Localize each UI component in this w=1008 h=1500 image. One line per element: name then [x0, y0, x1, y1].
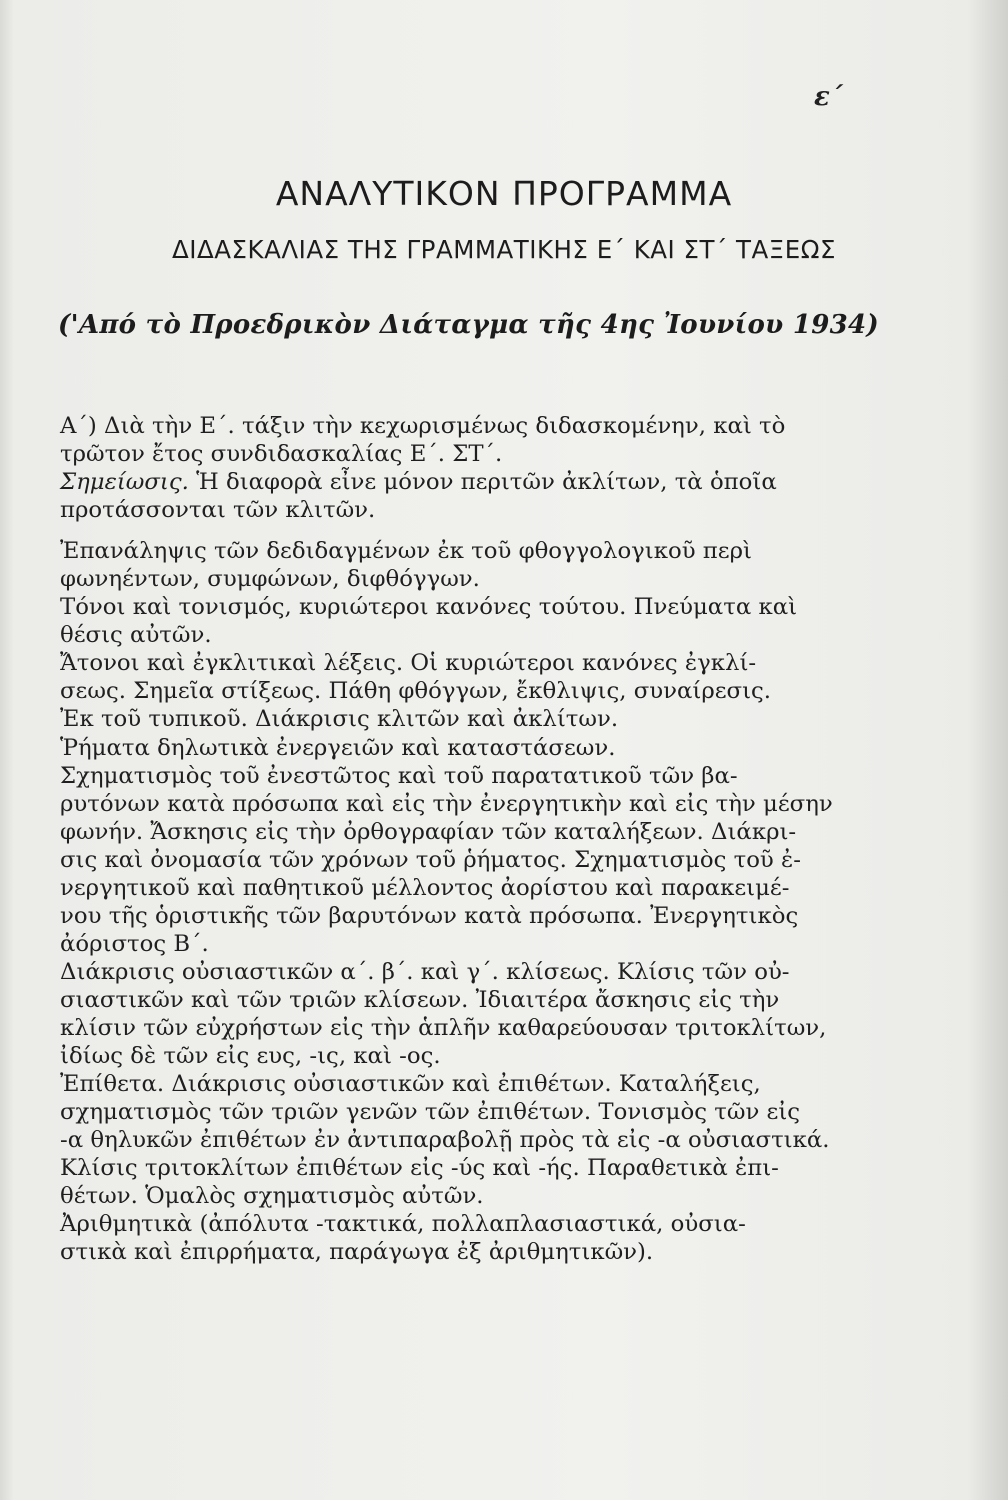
- page-subtitle: ΔΙΔΑΣΚΑΛΙΑΣ ΤΗΣ ΓΡΑΜΜΑΤΙΚΗΣ Ε΄ ΚΑΙ ΣΤ΄ ΤΑΞΕΩΣ: [172, 235, 836, 264]
- text-line: κλίσιν τῶν εὐχρήστων εἰς τὴν ἁπλῆν καθαρεύουσαν τριτοκλίτων,: [60, 1014, 827, 1041]
- text-line: Α΄) Διὰ τὴν Ε΄. τάξιν τὴν κεχωρισμένως διδασκομένην, καὶ τὸ: [60, 413, 786, 439]
- text-line: Τόνοι καὶ τονισμός, κυριώτεροι κανόνες τούτου. Πνεύματα καὶ: [60, 594, 798, 621]
- text-line: θέσις αὐτῶν.: [60, 622, 212, 649]
- text-line: [60, 468, 860, 496]
- text-line: Ἐκ τοῦ τυπικοῦ. Διάκρισις κλιτῶν καὶ ἀκλίτων.: [60, 706, 619, 733]
- text-line: ἀόριστος Β΄.: [60, 930, 209, 957]
- text-line: Ῥήματα δηλωτικὰ ἐνεργειῶν καὶ καταστάσεων.: [60, 734, 616, 761]
- text-line: στικὰ καὶ ἐπιρρήματα, παράγωγα ἐξ ἀριθμητικῶν).: [60, 1239, 654, 1266]
- page-title: ΑΝΑΛΥΤΙΚΟΝ ΠΡΟΓΡΑΜΜΑ: [275, 174, 733, 213]
- text-line: προτάσσονται τῶν κλιτῶν.: [60, 497, 376, 524]
- text-line: νεργητικοῦ καὶ παθητικοῦ μέλλοντος ἀορίστου καὶ παρακειμέ-: [60, 874, 790, 901]
- body-text: [60, 412, 860, 1266]
- page-number: ε΄: [814, 82, 843, 112]
- text-line: Ἐπανάληψις τῶν δεδιδαγμένων ἐκ τοῦ φθογγολογικοῦ περὶ: [60, 538, 752, 565]
- text-line: Διάκρισις οὐσιαστικῶν α΄. β΄. καὶ γ΄. κλίσεως. Κλίσις τῶν οὐ-: [60, 958, 790, 985]
- text-line: -α θηλυκῶν ἐπιθέτων ἐν ἀντιπαραβολῇ πρὸς τὰ εἰς -α οὐσιαστικά.: [60, 1127, 830, 1154]
- text-line: σεως. Σημεῖα στίξεως. Πάθη φθόγγων, ἔκθλιψις, συναίρεσις.: [60, 678, 772, 705]
- text-line: Κλίσις τριτοκλίτων ἐπιθέτων εἰς -ύς καὶ -ής. Παραθετικὰ ἐπι-: [60, 1155, 779, 1182]
- text-line: ἰδίως δὲ τῶν εἰς ευς, -ις, καὶ -ος.: [60, 1043, 441, 1070]
- text-line: νου τῆς ὁριστικῆς τῶν βαρυτόνων κατὰ πρόσωπα. Ἐνεργητικὸς: [60, 902, 799, 929]
- text-line: Σχηματισμὸς τοῦ ἐνεστῶτος καὶ τοῦ παρατατικοῦ τῶν βα-: [60, 762, 738, 789]
- text-line: ρυτόνων κατὰ πρόσωπα καὶ εἰς τὴν ἐνεργητικὴν καὶ εἰς τὴν μέσην: [60, 790, 833, 817]
- note-label: Σημείωσις.: [60, 469, 189, 496]
- text-line: Ἀριθμητικὰ (ἀπόλυτα -τακτικά, πολλαπλασιαστικά, οὐσια-: [60, 1211, 746, 1238]
- text-line: σιαστικῶν καὶ τῶν τριῶν κλίσεων. Ἰδιαιτέρα ἄσκησις εἰς τὴν: [60, 986, 780, 1013]
- text-line: σχηματισμὸς τῶν τριῶν γενῶν τῶν ἐπιθέτων. Τονισμὸς τῶν εἰς: [60, 1099, 801, 1126]
- text-line: Ἐπίθετα. Διάκρισις οὐσιαστικῶν καὶ ἐπιθέτων. Καταλήξεις,: [60, 1071, 761, 1098]
- text-line: φωνήν. Ἄσκησις εἰς τὴν ὀρθογραφίαν τῶν καταλήξεων. Διάκρι-: [60, 818, 797, 845]
- decree-reference: ('Από τὸ Προεδρικὸν Διάταγμα τῆς 4ης Ἰουνίου 1934): [58, 310, 880, 340]
- note-text: Ἡ διαφορὰ εἶνε μόνον περιτῶν ἀκλίτων, τὰ ὁποῖα: [196, 469, 777, 496]
- text-line: θέτων. Ὁμαλὸς σχηματισμὸς αὐτῶν.: [60, 1183, 484, 1210]
- text-line: σις καὶ ὀνομασία τῶν χρόνων τοῦ ῥήματος. Σχηματισμὸς τοῦ ἐ-: [60, 846, 801, 873]
- text-line: τρῶτον ἔτος συνδιδασκαλίας Ε΄. ΣΤ΄.: [60, 441, 503, 468]
- text-line: φωνηέντων, συμφώνων, διφθόγγων.: [60, 566, 480, 593]
- text-line: Ἄτονοι καὶ ἐγκλιτικαὶ λέξεις. Οἱ κυριώτεροι κανόνες ἐγκλί-: [60, 650, 757, 677]
